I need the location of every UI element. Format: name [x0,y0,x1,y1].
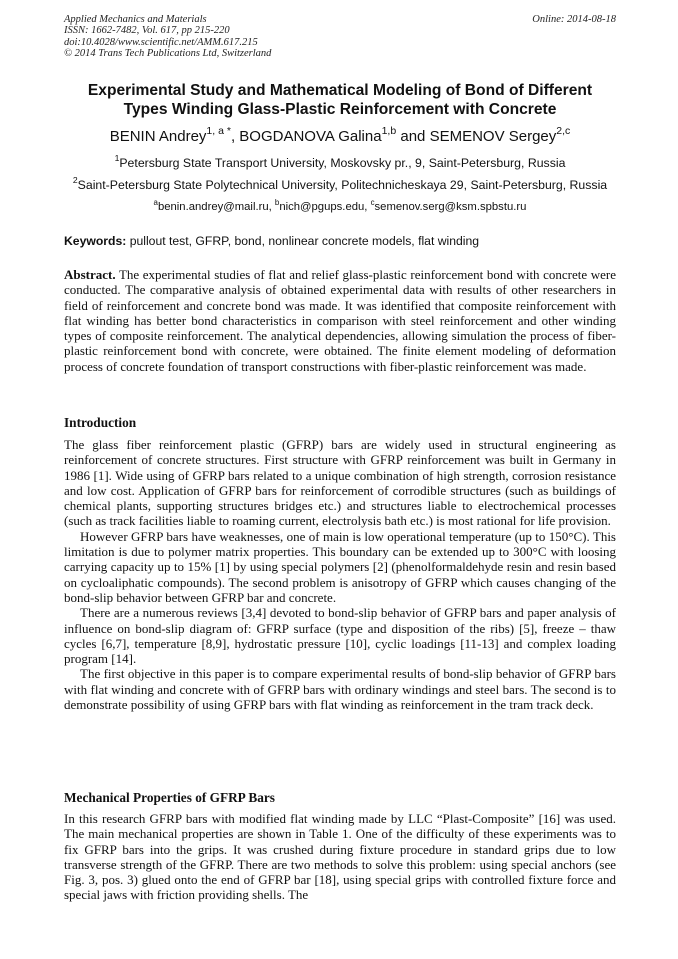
section-heading-introduction: Introduction [64,415,137,430]
affiliation-text: Petersburg State Transport University, Moskovsky pr., 9, Saint-Petersburg, Russia [119,156,566,170]
email-mark: c [370,197,375,207]
author-affiliation-mark: 2,c [556,125,571,138]
email-link[interactable]: nich@pgups.edu, [279,201,371,213]
keywords-label: Keywords: [64,234,127,248]
paper-title: Experimental Study and Mathematical Modeling of Bond of Different Types Winding Glass-Plastic Reinforcement with Concrete [87,82,593,118]
email-mark: a [153,197,158,207]
paragraph: However GFRP bars have weaknesses, one of main is low operational temperature (up to 150°C). This limitation is due to polymer matrix properties. This boundary can be extended up to 300°C with loosing carrying capacity up to 15% [1] by using special polymers [2] (phenolformaldehyde resin and resin based on cycloaliphatic compounds). The second problem is anisotropy of GFRP which causes changing of the bond-slip behavior between GFRP bar and concrete. [64,528,616,605]
author-separator: , [230,128,240,145]
email-mark: b [274,197,280,207]
affiliation-mark: 2 [72,175,78,186]
doi-line: doi:10.4028/www.scientific.net/AMM.617.215 [64,36,258,48]
journal-header [64,14,616,59]
paragraph: The first objective in this paper is to compare experimental results of bond-slip behavior of GFRP bars with flat winding and concrete with of GFRP bars with ordinary windings and steel bars. The second is to demonstrate possibility of using GFRP bars with flat winding as reinforcement in the tram track deck. [64,666,616,713]
author-name: SEMENOV Sergey [429,128,557,145]
author-name: BENIN Andrey [109,128,207,145]
affiliation-2 [54,175,626,193]
affiliation-text: Saint-Petersburg State Polytechnical University, Politechnicheskaya 29, Saint-Petersburg, Russia [77,178,608,192]
email-link[interactable]: benin.andrey@mail.ru, [157,201,275,213]
mechanical-properties-body [64,811,616,903]
affiliation-1 [54,153,626,171]
paragraph: The glass fiber reinforcement plastic (GFRP) bars are widely used in structural engineering as reinforcement of concrete structures. First structure with GFRP reinforcement was built in Germany in 1986 [1]. Wide using of GFRP bars related to a unique combination of high strength, corrosion resistance and low cost. Application of GFRP bars for reinforcement of corrodible structures (such as buildings of chemical plants, supporting structures bridges etc.) and structures liable to electrochemical processes (such as track facilities liable to roaming current, electrolysis bath etc.) is most rational for life provision. [64,437,616,529]
keywords-text: pullout test, GFRP, bond, nonlinear concrete models, flat winding [126,234,480,248]
author-name: BOGDANOVA Galina [239,128,382,145]
introduction-body [64,437,616,712]
section-heading-mechanical-properties: Mechanical Properties of GFRP Bars [64,790,275,805]
author-emails [64,197,616,214]
author-affiliation-mark: 1, a * [206,125,231,138]
affiliation-mark: 1 [114,153,120,164]
abstract-text: The experimental studies of flat and relief glass-plastic reinforcement bond with concrete were conducted. The comparative analysis of obtained experimental data with results of other researchers in field of reinforcement and concrete bond was made. It was identified that composite reinforcement with flat winding has better bond characteristics in comparison with steel reinforcement and other winding types of composite reinforcement. The analytical dependencies, allowing simulation the process of fiber-plastic reinforcement bond with concrete, were obtained. The finite element modeling of deformation process of concrete foundation of transport constructions with fiber-plastic reinforcement was made. [64,267,616,374]
online-date: Online: 2014-08-18 [532,14,616,25]
abstract-label: Abstract. [64,267,116,282]
paragraph: There are a numerous reviews [3,4] devoted to bond-slip behavior of GFRP bars and paper analysis of influence on bond-slip diagram of: GFRP surface (type and disposition of the ribs) [5], freeze – thaw cycles [6,7], temperature [8,9], hydrostatic pressure [10], cyclic loadings [11-13] and complex loading program [14]. [64,605,616,667]
paragraph: In this research GFRP bars with modified flat winding made by LLC “Plast-Composite” [16] was used. The main mechanical properties are shown in Table 1. One of the difficulty of these experiments was to fix GFRP bars into the grips. It was crushed during fixture procedure in standard grips due to low transverse strength of the GFRP. There are two methods to solve this problem: using special anchors (see Fig. 3, pos. 3) glued onto the end of GFRP bar [18], using special grips with controlled fixture force and special jaws with friction providing shells. The [64,811,616,903]
abstract [64,267,616,374]
author-affiliation-mark: 1,b [381,125,397,138]
email-link[interactable]: semenov.serg@ksm.spbstu.ru [374,201,527,213]
issn-line: ISSN: 1662-7482, Vol. 617, pp 215-220 [64,25,230,37]
keywords [64,234,616,249]
journal-name: Applied Mechanics and Materials [64,14,207,25]
author-list [64,125,616,146]
copyright-line: © 2014 Trans Tech Publications Ltd, Switzerland [64,47,272,59]
author-separator: and [396,128,430,145]
